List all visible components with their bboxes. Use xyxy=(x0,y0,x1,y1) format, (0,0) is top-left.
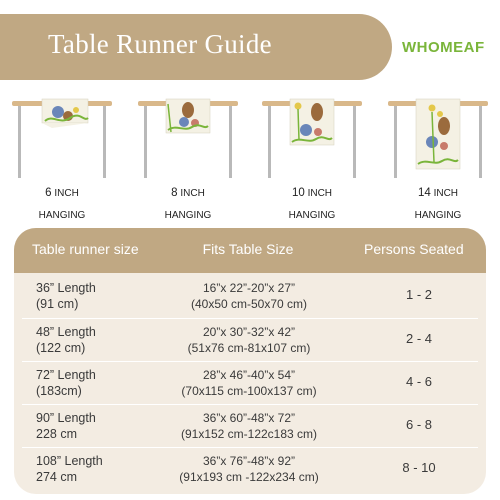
fits-size-cell: 28”x 46”-40”x 54” (70x115 cm-100x137 cm) xyxy=(181,368,317,398)
fits-size-cell: 20”x 30”-32”x 42” (51x76 cm-81x107 cm) xyxy=(187,325,311,355)
hanging-number: 6 xyxy=(45,187,52,199)
fits-size-cell: 36”x 60”-48”x 72” (91x152 cm-122c183 cm) xyxy=(180,411,318,441)
table-illustration-8 xyxy=(138,92,238,182)
header-persons-seated: Persons Seated xyxy=(364,241,464,257)
hanging-unit: INCH xyxy=(54,188,79,199)
runner-size-cell: 72” Length (183cm) xyxy=(36,368,96,398)
runner-size-cell: 90” Length 228 cm xyxy=(36,411,96,441)
hanging-word: HANGING xyxy=(38,210,86,221)
header-fits-table-size: Fits Table Size xyxy=(202,241,294,257)
table-illustration-10 xyxy=(262,92,362,182)
fits-size-cell: 16”x 22”-20”x 27” (40x50 cm-50x70 cm) xyxy=(190,281,308,311)
table-header xyxy=(14,228,486,273)
hanging-caption-14 xyxy=(388,182,488,227)
title-banner xyxy=(0,14,392,80)
table-drawing-icon xyxy=(12,92,112,182)
persons-seated-cell: 4 - 6 xyxy=(405,374,432,389)
hanging-unit: INCH xyxy=(180,188,205,199)
row-divider xyxy=(22,404,478,405)
page-title: Table Runner Guide xyxy=(48,29,272,59)
hanging-word: HANGING xyxy=(288,210,336,221)
hanging-word: HANGING xyxy=(414,210,462,221)
runner-size-cell: 108” Length 274 cm xyxy=(36,454,103,484)
size-table xyxy=(14,228,486,494)
persons-seated-cell: 6 - 8 xyxy=(405,417,432,432)
table-drawing-icon xyxy=(262,92,362,182)
row-divider xyxy=(22,361,478,362)
hanging-unit: INCH xyxy=(307,188,333,199)
hanging-number: 14 xyxy=(417,187,431,199)
brand-logo: WHOMEAF xyxy=(402,39,485,56)
hanging-caption-6 xyxy=(12,182,112,227)
persons-seated-cell: 1 - 2 xyxy=(405,287,432,302)
persons-seated-cell: 8 - 10 xyxy=(402,460,436,475)
table-row xyxy=(14,276,486,319)
table-drawing-icon xyxy=(388,92,488,182)
table-illustration-6 xyxy=(12,92,112,182)
table-row xyxy=(14,363,486,406)
table-drawing-icon xyxy=(138,92,238,182)
row-divider xyxy=(22,447,478,448)
header-runner-size: Table runner size xyxy=(32,241,139,257)
runner-size-cell: 36” Length (91 cm) xyxy=(36,281,96,311)
table-row xyxy=(14,406,486,449)
runner-size-cell: 48” Length (122 cm) xyxy=(36,325,96,355)
hanging-unit: INCH xyxy=(433,188,459,199)
row-divider xyxy=(22,318,478,319)
hanging-number: 8 xyxy=(171,187,178,199)
table-illustration-14 xyxy=(388,92,488,182)
fits-size-cell: 36”x 76”-48”x 92” (91x193 cm -122x234 cm) xyxy=(179,454,319,484)
persons-seated-cell: 2 - 4 xyxy=(405,331,432,346)
hanging-number: 10 xyxy=(291,187,305,199)
table-row xyxy=(14,449,486,492)
hanging-caption-8 xyxy=(138,182,238,227)
table-row xyxy=(14,320,486,363)
hanging-caption-10 xyxy=(262,182,362,227)
hanging-word: HANGING xyxy=(164,210,212,221)
